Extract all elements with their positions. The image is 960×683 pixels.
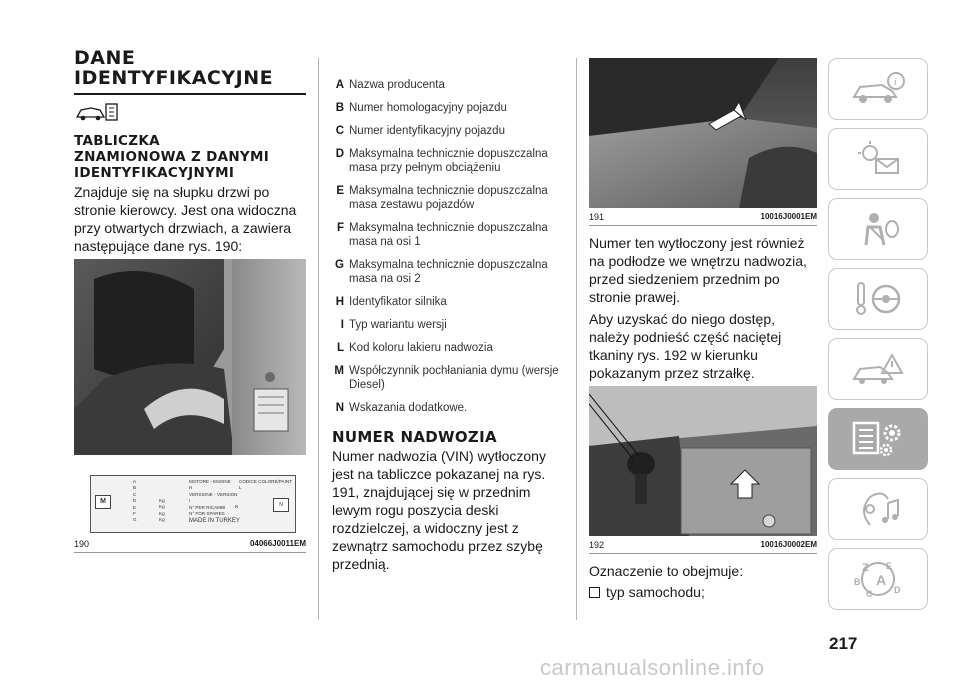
list-item: [332, 364, 570, 392]
warning-car-icon: [848, 349, 908, 389]
subtitle-line-1: TABLICZKA: [74, 133, 160, 149]
column-divider: [318, 58, 319, 620]
figure-caption-191: [589, 212, 817, 222]
bullet-item: [589, 584, 817, 600]
tab-technical-data[interactable]: [828, 408, 928, 470]
title-rule: [74, 93, 306, 95]
list-item: [332, 318, 570, 332]
section-heading: [74, 133, 306, 181]
caption-rule: [589, 553, 817, 554]
plate-letter: F: [133, 511, 136, 517]
watermark: carmanualsonline.info: [540, 655, 765, 680]
list-item: [332, 401, 570, 415]
plate-kg: Kg: [159, 504, 165, 510]
column-middle: [332, 78, 570, 577]
list-item: [332, 295, 570, 309]
plate-box-m: M: [95, 495, 111, 509]
tab-emergency[interactable]: [828, 338, 928, 400]
figure-code: 10016J0001EM: [760, 212, 817, 221]
plate-codice-label: CODICE COLORE/PAINT: [239, 479, 293, 484]
figure-caption-190: [74, 539, 306, 549]
svg-text:C: C: [866, 589, 873, 599]
plate-made-in: MADE IN TURKEY: [189, 518, 240, 525]
figure-number: 190: [74, 539, 90, 549]
list-item: [332, 124, 570, 138]
technical-data-gear-icon: [846, 417, 910, 461]
list-item: [332, 341, 570, 355]
plate-right-text: [189, 479, 240, 525]
tab-lights-messages[interactable]: [828, 128, 928, 190]
windshield-vin-photo: [589, 58, 817, 208]
list-item: [332, 147, 570, 175]
list-item: [332, 221, 570, 249]
plate-letter: B: [133, 485, 137, 491]
item-key: B: [335, 102, 344, 114]
tab-safety[interactable]: [828, 198, 928, 260]
column-right: [589, 58, 817, 600]
id-plate: [90, 475, 296, 533]
item-text: Współczynnik pochłaniania dymu (wersje Diesel): [349, 365, 559, 391]
multimedia-music-icon: [848, 489, 908, 529]
item-text: Maksymalna technicznie dopuszczalna masa przy pełnym obciążeniu: [349, 148, 548, 174]
plate-letter: E: [133, 504, 137, 510]
access-paragraph: Aby uzyskać do niego dostęp, należy podnieść część naciętej tkaniny rys. 192 w kierunku pokazanym przez strzałkę.: [589, 311, 782, 381]
intro-paragraph: Znajduje się na słupku drzwi po stronie kierowcy. Jest ona widoczna przy otwartych drzwiach, a zawiera następujące dane rys. 190:: [74, 184, 297, 254]
plate-letter: C: [133, 491, 137, 497]
tab-starting-driving[interactable]: [828, 268, 928, 330]
tab-index[interactable]: [828, 548, 928, 610]
plate-i: I: [189, 498, 191, 504]
svg-text:i: i: [894, 77, 897, 88]
plate-ricambi: N° PER RICAMBI: [189, 504, 226, 510]
item-key: D: [335, 148, 344, 160]
subtitle-line-2: ZNAMIONOWA Z DANYMI: [74, 149, 270, 165]
title-line-1: DANE: [74, 47, 136, 69]
item-text: Maksymalna technicznie dopuszczalna masa na osi 1: [349, 222, 548, 248]
item-text: Maksymalna technicznie dopuszczalna masa zestawu pojazdów: [349, 185, 548, 211]
item-key: H: [335, 296, 344, 308]
figure-code: 04066J0011EM: [249, 539, 306, 548]
svg-text:D: D: [894, 585, 901, 595]
item-key: I: [340, 319, 344, 331]
item-text: Wskazania dodatkowe.: [349, 402, 468, 414]
door-pillar-photo: [74, 259, 306, 455]
item-text: Numer homologacyjny pojazdu: [349, 102, 507, 114]
plate-l: L: [239, 485, 242, 491]
item-text: Maksymalna technicznie dopuszczalna masa na osi 2: [349, 259, 548, 285]
tab-multimedia[interactable]: [828, 478, 928, 540]
caption-rule: [589, 225, 817, 226]
svg-text:B: B: [854, 577, 861, 587]
airbag-person-icon: [848, 209, 908, 249]
subtitle-line-3: IDENTYFIKACYJNYMI: [74, 165, 235, 181]
figure-number: 192: [589, 540, 605, 550]
column-left: [74, 48, 306, 553]
plate-letter: A: [133, 479, 137, 484]
plate-letter: D: [133, 498, 137, 504]
plate-n: N: [235, 504, 239, 509]
alphabetical-index-icon: [848, 557, 908, 601]
svg-text:A: A: [876, 572, 887, 588]
item-text: Numer identyfikacyjny pojazdu: [349, 125, 505, 137]
chapter-tabs: [828, 58, 928, 618]
lights-mail-icon: [848, 139, 908, 179]
plate-kg: Kg: [159, 517, 165, 523]
item-text: Identyfikator silnika: [349, 296, 447, 308]
figure-number: 191: [589, 212, 605, 222]
item-key: G: [335, 259, 344, 271]
car-id-plate-icon: [74, 101, 120, 123]
plate-kg: Kg: [159, 498, 165, 503]
figure-caption-192: [589, 540, 817, 550]
floor-vin-photo: [589, 386, 817, 536]
item-key: F: [336, 222, 344, 234]
item-text: Kod koloru lakieru nadwozia: [349, 342, 493, 354]
page-title: [74, 48, 306, 88]
bullet-text: typ samochodu;: [606, 584, 705, 600]
plate-spares: N° FOR SPARES: [189, 511, 225, 517]
figure-code: 10016J0002EM: [760, 540, 817, 549]
item-text: Typ wariantu wersji: [349, 319, 447, 331]
item-text: Nazwa producenta: [349, 79, 445, 91]
svg-text:E: E: [886, 561, 893, 571]
list-item: [332, 101, 570, 115]
column-divider: [576, 58, 577, 620]
list-item: [332, 258, 570, 286]
vin-paragraph: Numer nadwozia (VIN) wytłoczony jest na tabliczce pokazanej na rys. 191, znajdującej się w przednim lewym rogu poszycia deski rozdzielczej, a widoczny jest z zewnątrz samochodu przez szybę przednią.: [332, 448, 546, 572]
plate-letters: [133, 479, 137, 524]
item-key: N: [335, 402, 344, 414]
list-item: [332, 184, 570, 212]
plate-versione: VERSIONE - VERSION: [189, 491, 238, 497]
tab-car-info[interactable]: [828, 58, 928, 120]
key-steering-wheel-icon: [848, 279, 908, 319]
item-key: C: [335, 125, 344, 137]
svg-text:Z: Z: [862, 562, 869, 574]
list-item: [332, 78, 570, 92]
bullet-square-icon: [589, 587, 600, 598]
plate-box-n: N: [273, 498, 289, 512]
id-plate-drawing: [74, 467, 306, 535]
marking-paragraph: Oznaczenie to obejmuje:: [589, 563, 744, 579]
item-key: E: [336, 185, 344, 197]
plate-kg: Kg: [159, 510, 165, 516]
plate-kg-column: [159, 498, 165, 524]
floor-vin-paragraph: Numer ten wytłoczony jest również na podłodze we wnętrzu nadwozia, przed siedzeniem przednim po stronie prawej.: [589, 235, 807, 305]
title-line-2: IDENTYFIKACYJNE: [74, 67, 274, 89]
section-heading-vin: NUMER NADWOZIA: [332, 428, 497, 446]
car-info-icon: [848, 69, 908, 109]
item-key: M: [334, 365, 344, 377]
caption-rule: [74, 552, 306, 553]
item-key: A: [335, 79, 344, 91]
item-key: L: [336, 342, 344, 354]
plate-h: H: [189, 485, 193, 491]
page-number: 217: [829, 634, 858, 653]
plate-letter: G: [133, 517, 137, 523]
plate-motore: MOTORE - ENGINE: [189, 479, 231, 484]
plate-codice: [239, 479, 292, 492]
